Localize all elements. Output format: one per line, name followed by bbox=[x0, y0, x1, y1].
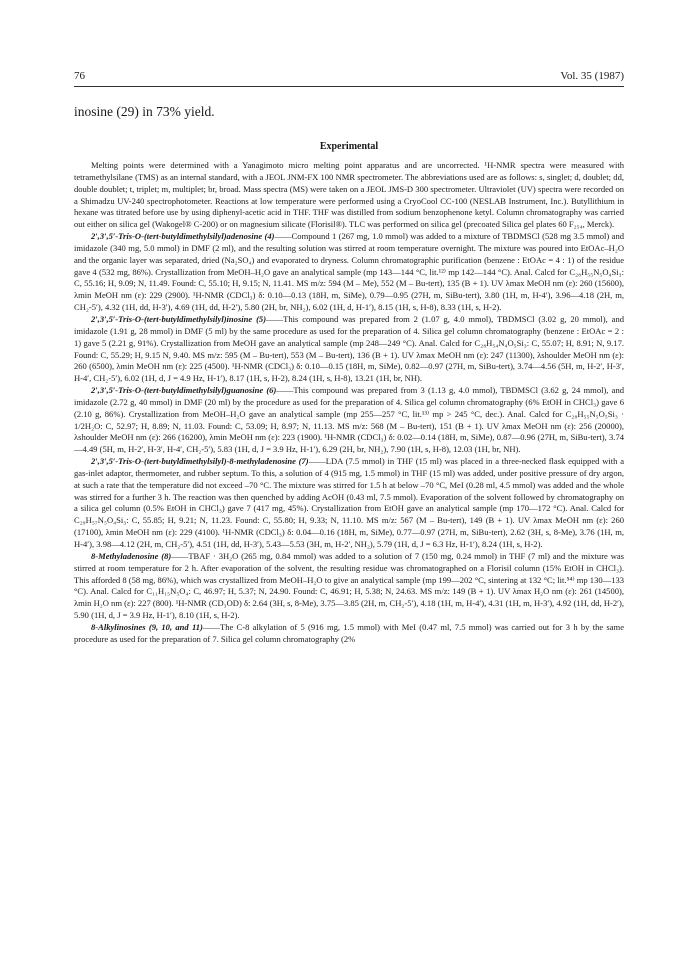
paragraph-compound-8 bbox=[74, 551, 624, 622]
page-number: 76 bbox=[74, 70, 85, 82]
compound-heading: 2′,3′,5′-Tris-O-(tert-butyldimethylsilyl)inosine (5) bbox=[91, 313, 267, 324]
compound-heading: 8-Alkylinosines (9, 10, and 11) bbox=[91, 621, 203, 632]
compound-heading: 8-Methyladenosine (8) bbox=[91, 550, 172, 561]
paragraph-text: ——Compound 1 (267 mg, 1.0 mmol) was added to a mixture of TBDMSCl (528 mg 3.5 mmol) and imidazole (340 mg, 5.0 mmol) in DMF (2 ml), and the resulting solution was stirred at room temperature overnight. The mixture was poured into EtOAc–H₂O and the organic layer was separated, dried (Na₂SO₄) and evaporated to dryness. Column chromatographic purification (benzene : EtOAc = 4 : 1) of the residue gave 4 (532 mg, 86%). Crystallization from MeOH–H₂O gave an analytical sample (mp 143—144 °C, lit.¹²⁾ mp 142—144 °C). Anal. Calcd for C₂₈H₅₅N₅O₄Si₃: C, 55.16; H, 9.09; N, 11.49. Found: C, 55.10; H, 9.15; N, 11.41. MS m/z: 594 (M – Me), 552 (M – Bu-tert), 135 (B + 1). UV λmax MeOH nm (ε): 260 (15600), λmin MeOH nm (ε): 229 (2900). ¹H-NMR (CDCl₃) δ: 0.10—0.13 (18H, m, SiMe), 0.79—0.95 (27H, m, SiBu-tert), 3.80 (1H, m, H-4′), 3.96—4.18 (2H, m, CH₂-5′), 4.32 (1H, dd, H-3′), 4.69 (1H, dd, H-2′), 5.80 (2H, br, NH₂), 6.02 (1H, d, H-1′), 8.15 (1H, s, H-8), 8.33 (1H, s, H-2). bbox=[74, 231, 624, 313]
paragraph-compound-4 bbox=[74, 231, 624, 314]
compound-heading: 2′,3′,5′-Tris-O-(tert-butyldimethylsilyl)guanosine (6) bbox=[91, 385, 277, 396]
section-title: Experimental bbox=[319, 141, 379, 152]
paragraph-text: ——The C-8 alkylation of 5 (916 mg, 1.5 mmol) with MeI (0.47 ml, 7.5 mmol) was carried out for 3 h by the same procedure as used for the preparation of 7. Silica gel column chromatography (2% bbox=[74, 621, 624, 644]
header-rule bbox=[74, 86, 624, 87]
paragraph-compound-7 bbox=[74, 456, 624, 551]
volume-label: Vol. 35 (1987) bbox=[560, 70, 624, 82]
paragraph-text: ——This compound was prepared from 3 (1.13 g, 4.0 mmol), TBDMSCl (3.62 g, 24 mmol), and imidazole (2.72 g, 40 mmol) in DMF (20 ml) by the procedure as used for the preparation of 4. Silica gel column chromatography (6% EtOH in CHCl₃) gave 6 (2.10 g, 86%). Crystallization from MeOH–H₂O gave an analytical sample (mp 255—257 °C, lit.¹³⁾ mp > 245 °C, dec.). Anal. Calcd for C₂₈H₅₅N₅O₅Si₃ · 1/2H₂O: C, 52.97; H, 8.89; N, 11.03. Found: C, 53.09; H, 8.97; N, 11.13. MS m/z: 568 (M – Bu-tert), 151 (B + 1). UV λmax MeOH nm (ε): 256 (20000), λshoulder MeOH nm (ε): 266 (16200), λmin MeOH nm (ε): 223 (1900). ¹H-NMR (CDCl₃) δ: 0.02—0.14 (18H, m, SiMe), 0.87—0.96 (27H, m, SiBu-tert), 3.74—4.49 (5H, m, H-2′, H-3′, H-4′, CH₂-5′), 5.83 (1H, d, J = 3.9 Hz, H-1′), 6.29 (2H, br, NH₂), 7.90 (1H, s, H-8), 12.03 (1H, br, NH). bbox=[74, 385, 624, 455]
paragraph-compound-5 bbox=[74, 314, 624, 385]
paragraph-compounds-9-10-11 bbox=[74, 622, 624, 646]
paragraph-text: ——LDA (7.5 mmol) in THF (15 ml) was placed in a three-necked flask equipped with a gas-inlet adaptor, thermometer, and rubber septum. To this, a solution of 4 (915 mg, 1.5 mmol) in THF (15 ml) was added, under positive pressure of dry argon, at such a rate that the temperature did not exceed –70 °C. The mixture was stirred for 1.5 h at below –70 °C, MeI (0.28 ml, 4.5 mmol) was added and the whole was stirred for a further 3 h. The reaction was then quenched by adding AcOH (0.43 ml, 7.5 mmol). Evaporation of the solvent followed by chromatography on a silica gel column (0.5% EtOH in CHCl₃) gave 7 (417 mg, 45%). Crystallization from EtOH gave an analytical sample (mp 170—172 °C). Anal. Calcd for C₂₉H₅₇N₅O₄Si₃: C, 55.85; H, 9.21; N, 11.23. Found: C, 55.80; H, 9.33; N, 11.10. MS m/z: 567 (M – Bu-tert), 149 (B + 1). UV λmax MeOH nm (ε): 260 (17100), λmin MeOH nm (ε): 229 (4100). ¹H-NMR (CDCl₃) δ: 0.04—0.16 (18H, m, SiMe), 0.77—0.97 (27H, m, SiBu-tert), 2.62 (3H, s, 8-Me), 3.76 (1H, m, H-4′), 3.98—4.12 (2H, m, CH₂-5′), 4.51 (1H, dd, H-3′), 5.43—5.53 (3H, m, H-2′, NH₂), 5.79 (1H, d, J = 6.3 Hz, H-1′), 8.24 (1H, s, H-2). bbox=[74, 456, 624, 549]
paragraph-compound-6 bbox=[74, 385, 624, 456]
compound-heading: 2′,3′,5′-Tris-O-(tert-butyldimethylsilyl)-8-methyladenosine (7) bbox=[91, 456, 309, 467]
experimental-body bbox=[74, 160, 624, 646]
paragraph-text: ——TBAF · 3H₂O (265 mg, 0.84 mmol) was added to a solution of 7 (150 mg, 0.24 mmol) in THF (7 ml) and the mixture was stirred at room temperature for 2 h. After evaporation of the solvent, the resulting residue was chromatographed on a Florisil column (15% EtOH in CHCl₃). This afforded 8 (58 mg, 86%), which was crystallized from MeOH–H₂O to give an analytical sample (mp 199—202 °C, sintering at 132 °C; lit.⁵⁴⁾ mp 130—133 °C). Anal. Calcd for C₁₁H₁₅N₅O₄: C, 46.97; H, 5.37; N, 24.90. Found: C, 46.91; H, 5.38; N, 24.63. MS m/z: 149 (B + 1). UV λmax H₂O nm (ε): 261 (14500), λmin H₂O nm (ε): 227 (800). ¹H-NMR (CD₃OD) δ: 2.64 (3H, s, 8-Me), 3.75—3.85 (2H, m, CH₂-5′), 4.18 (1H, m, H-4′), 4.31 (1H, m, H-3′), 4.92 (1H, dd, H-2′), 5.90 (1H, d, J = 3.9 Hz, H-1′), 8.10 (1H, s, H-2). bbox=[74, 550, 624, 621]
paragraph-general-methods bbox=[74, 160, 624, 231]
compound-heading: 2′,3′,5′-Tris-O-(tert-butyldimethylsilyl)adenosine (4) bbox=[91, 231, 275, 242]
lead-text: inosine (29) in 73% yield. bbox=[74, 104, 215, 119]
paragraph-text: ——This compound was prepared from 2 (1.07 g, 4.0 mmol), TBDMSCl (3.02 g, 20 mmol), and imidazole (1.91 g, 28 mmol) in DMF (5 ml) by the same procedure as used for the preparation of 4. Silica gel column chromatography (benzene : EtOAc = 2 : 1) gave 5 (2.21 g, 91%). Crystallization from MeOH gave an analytical sample (mp 248—249 °C). Anal. Calcd for C₂₈H₅₄N₄O₅Si₃: C, 55.07; H, 8.91; N, 9.17. Found: C, 55.29; H, 9.15 N, 9.40. MS m/z: 595 (M – Bu-tert), 553 (M – Bu-tert), 136 (B + 1). UV λmax MeOH nm (ε): 247 (11300), λshoulder MeOH nm (ε): 260 (6500), λmin MeOH nm (ε): 225 (4500). ¹H-NMR (CDCl₃) δ: 0.10—0.15 (18H, m, SiMe), 0.82—0.97 (27H, m, SiBu-tert), 3.74—4.56 (5H, m, H-2′, H-3′, H-4′, CH₂-5′), 6.02 (1H, d, J = 4.9 Hz, H-1′), 8.17 (1H, s, H-2), 8.24 (1H, s, H-8), 13.21 (1H, br, NH). bbox=[74, 313, 624, 384]
paragraph-text: Melting points were determined with a Yanagimoto micro melting point apparatus and are uncorrected. ¹H-NMR spectra were measured with tetramethylsilane (TMS) as an internal standard, with a JEOL JNM-FX 100 NMR spectrometer. The abbreviations used are as follows: s, singlet; d, doublet; dd, double doublet; t, triplet; m, multiplet; br, broad. Mass spectra (MS) were taken on a JEOL JMS-D 300 spectrometer. Ultraviolet (UV) spectra were recorded on a Shimadzu UV-240 spectrophotometer. Reactions at low temperature were performed using a CryoCool CC-100 (NESLAB Instrument, Inc.). Butyllithium in hexane was titrated before use by using diphenyl-acetic acid in THF. THF was distilled from sodium benzophenone ketyl. Column chromatography was carried out either on silica gel (Wakogel® C-200) or on magnesium silicate (Florisil®). TLC was performed on silica gel (precoated Silica gel plates 60 F₂₅₄, Merck). bbox=[74, 160, 624, 230]
